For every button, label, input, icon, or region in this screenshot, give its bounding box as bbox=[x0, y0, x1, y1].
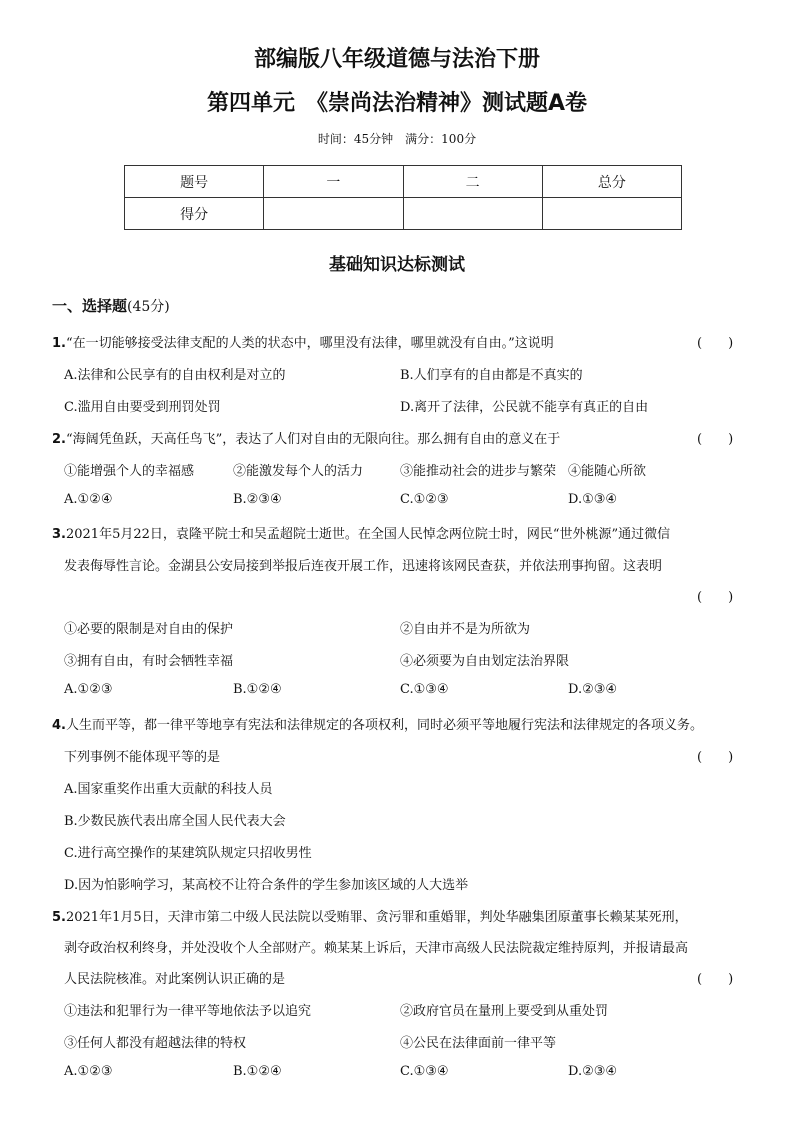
score-cell bbox=[403, 198, 542, 230]
option-b: B.人们享有的自由都是不真实的 bbox=[400, 368, 583, 383]
statement-3: ③任何人都没有超越法律的特权 bbox=[64, 1036, 247, 1051]
score-cell bbox=[542, 198, 681, 230]
question-number: 3. bbox=[52, 527, 66, 542]
score-cell: 一 bbox=[264, 166, 403, 198]
option-a: A.①②③ bbox=[64, 1064, 113, 1079]
score-table-score-row bbox=[125, 198, 682, 230]
question-5-stem-cont: 人民法院核准。对此案例认识正确的是 bbox=[64, 972, 286, 987]
question-4-stem-cont: 下列事例不能体现平等的是 bbox=[64, 750, 221, 765]
option-c: C.进行高空操作的某建筑队规定只招收男性 bbox=[64, 846, 312, 861]
score-table bbox=[124, 165, 682, 230]
statement-4: ④能随心所欲 bbox=[568, 464, 647, 479]
statement-3: ③拥有自由，有时会牺牲幸福 bbox=[64, 654, 234, 669]
answer-blank: ( ) bbox=[697, 590, 734, 605]
score-cell: 总分 bbox=[542, 166, 681, 198]
option-d: D.离开了法律，公民就不能享有真正的自由 bbox=[400, 400, 649, 415]
option-d: D.②③④ bbox=[568, 1064, 618, 1079]
option-b: B.少数民族代表出席全国人民代表大会 bbox=[64, 814, 286, 829]
score-cell: 题号 bbox=[125, 166, 264, 198]
answer-blank: ( ) bbox=[697, 336, 734, 351]
document-title: 部编版八年级道德与法治下册 bbox=[253, 47, 540, 72]
option-c: C.滥用自由要受到刑罚处罚 bbox=[64, 400, 221, 415]
question-text: 人生而平等，都一律平等地享有宪法和法律规定的各项权利，同时必须平等地履行宪法和法律规定的各项义务。 bbox=[65, 718, 703, 733]
option-b: B.①②④ bbox=[233, 682, 282, 697]
question-text: 2021年1月5日，天津市第二中级人民法院以受贿罪、贪污罪和重婚罪，判处华融集团原董事长赖某某死刑， bbox=[65, 910, 688, 925]
section-title: 基础知识达标测试 bbox=[329, 255, 465, 275]
part-points: (45分) bbox=[127, 299, 170, 315]
statement-4: ④必须要为自由划定法治界限 bbox=[400, 654, 570, 669]
option-d: D.因为怕影响学习，某高校不让符合条件的学生参加该区域的人大选举 bbox=[64, 878, 469, 893]
answer-blank: ( ) bbox=[697, 432, 734, 447]
question-number: 4. bbox=[52, 718, 66, 733]
answer-blank: ( ) bbox=[697, 750, 734, 765]
option-c: C.①③④ bbox=[400, 1064, 449, 1079]
exam-meta: 时间：45分钟 满分：100分 bbox=[317, 132, 477, 146]
option-c: C.①②③ bbox=[400, 492, 449, 507]
question-number: 2. bbox=[52, 432, 66, 447]
score-table-header-row bbox=[125, 166, 682, 198]
statement-2: ②自由并不是为所欲为 bbox=[400, 622, 531, 637]
statement-1: ①违法和犯罪行为一律平等地依法予以追究 bbox=[64, 1004, 312, 1019]
question-5-stem-cont: 剥夺政治权利终身，并处没收个人全部财产。赖某某上诉后，天津市高级人民法院裁定维持原判，并报请最高 bbox=[64, 941, 689, 956]
document-subtitle: 第四单元 《崇尚法治精神》测试题A卷 bbox=[206, 91, 588, 116]
option-a: A.①②③ bbox=[64, 682, 113, 697]
question-number: 1. bbox=[52, 336, 66, 351]
statement-4: ④公民在法律面前一律平等 bbox=[400, 1036, 557, 1051]
statement-1: ①必要的限制是对自由的保护 bbox=[64, 622, 234, 637]
statement-2: ②政府官员在量刑上要受到从重处罚 bbox=[400, 1004, 609, 1019]
question-text: “在一切能够接受法律支配的人类的状态中，哪里没有法律，哪里就没有自由。”这说明 bbox=[65, 336, 554, 351]
option-a: A.法律和公民享有的自由权利是对立的 bbox=[64, 368, 286, 383]
option-d: D.①③④ bbox=[568, 492, 618, 507]
answer-blank: ( ) bbox=[697, 972, 734, 987]
question-4-stem bbox=[52, 714, 703, 733]
option-b: B.②③④ bbox=[233, 492, 282, 507]
score-cell: 得分 bbox=[125, 198, 264, 230]
score-cell: 二 bbox=[403, 166, 542, 198]
statement-3: ③能推动社会的进步与繁荣 bbox=[400, 464, 557, 479]
part-heading bbox=[52, 295, 170, 316]
question-text: “海阔凭鱼跃，天高任鸟飞”，表达了人们对自由的无限向往。那么拥有自由的意义在于 bbox=[65, 432, 561, 447]
question-text: 2021年5月22日，袁隆平院士和吴孟超院士逝世。在全国人民悼念两位院士时，网民“世外桃源”通过微信 bbox=[65, 527, 671, 542]
score-cell bbox=[264, 198, 403, 230]
option-a: A.国家重奖作出重大贡献的科技人员 bbox=[64, 782, 273, 797]
question-3-stem bbox=[52, 523, 670, 542]
statement-1: ①能增强个人的幸福感 bbox=[64, 464, 195, 479]
statement-2: ②能激发每个人的活力 bbox=[233, 464, 364, 479]
question-number: 5. bbox=[52, 910, 66, 925]
option-c: C.①③④ bbox=[400, 682, 449, 697]
part-label: 一、选择题 bbox=[52, 297, 128, 315]
option-a: A.①②④ bbox=[64, 492, 113, 507]
question-5-stem bbox=[52, 906, 688, 925]
question-3-stem-cont: 发表侮辱性言论。金湖县公安局接到举报后连夜开展工作，迅速将该网民查获，并依法刑事拘留。这表明 bbox=[64, 559, 663, 574]
option-d: D.②③④ bbox=[568, 682, 618, 697]
option-b: B.①②④ bbox=[233, 1064, 282, 1079]
question-2-stem bbox=[52, 428, 560, 447]
question-1-stem bbox=[52, 332, 554, 351]
